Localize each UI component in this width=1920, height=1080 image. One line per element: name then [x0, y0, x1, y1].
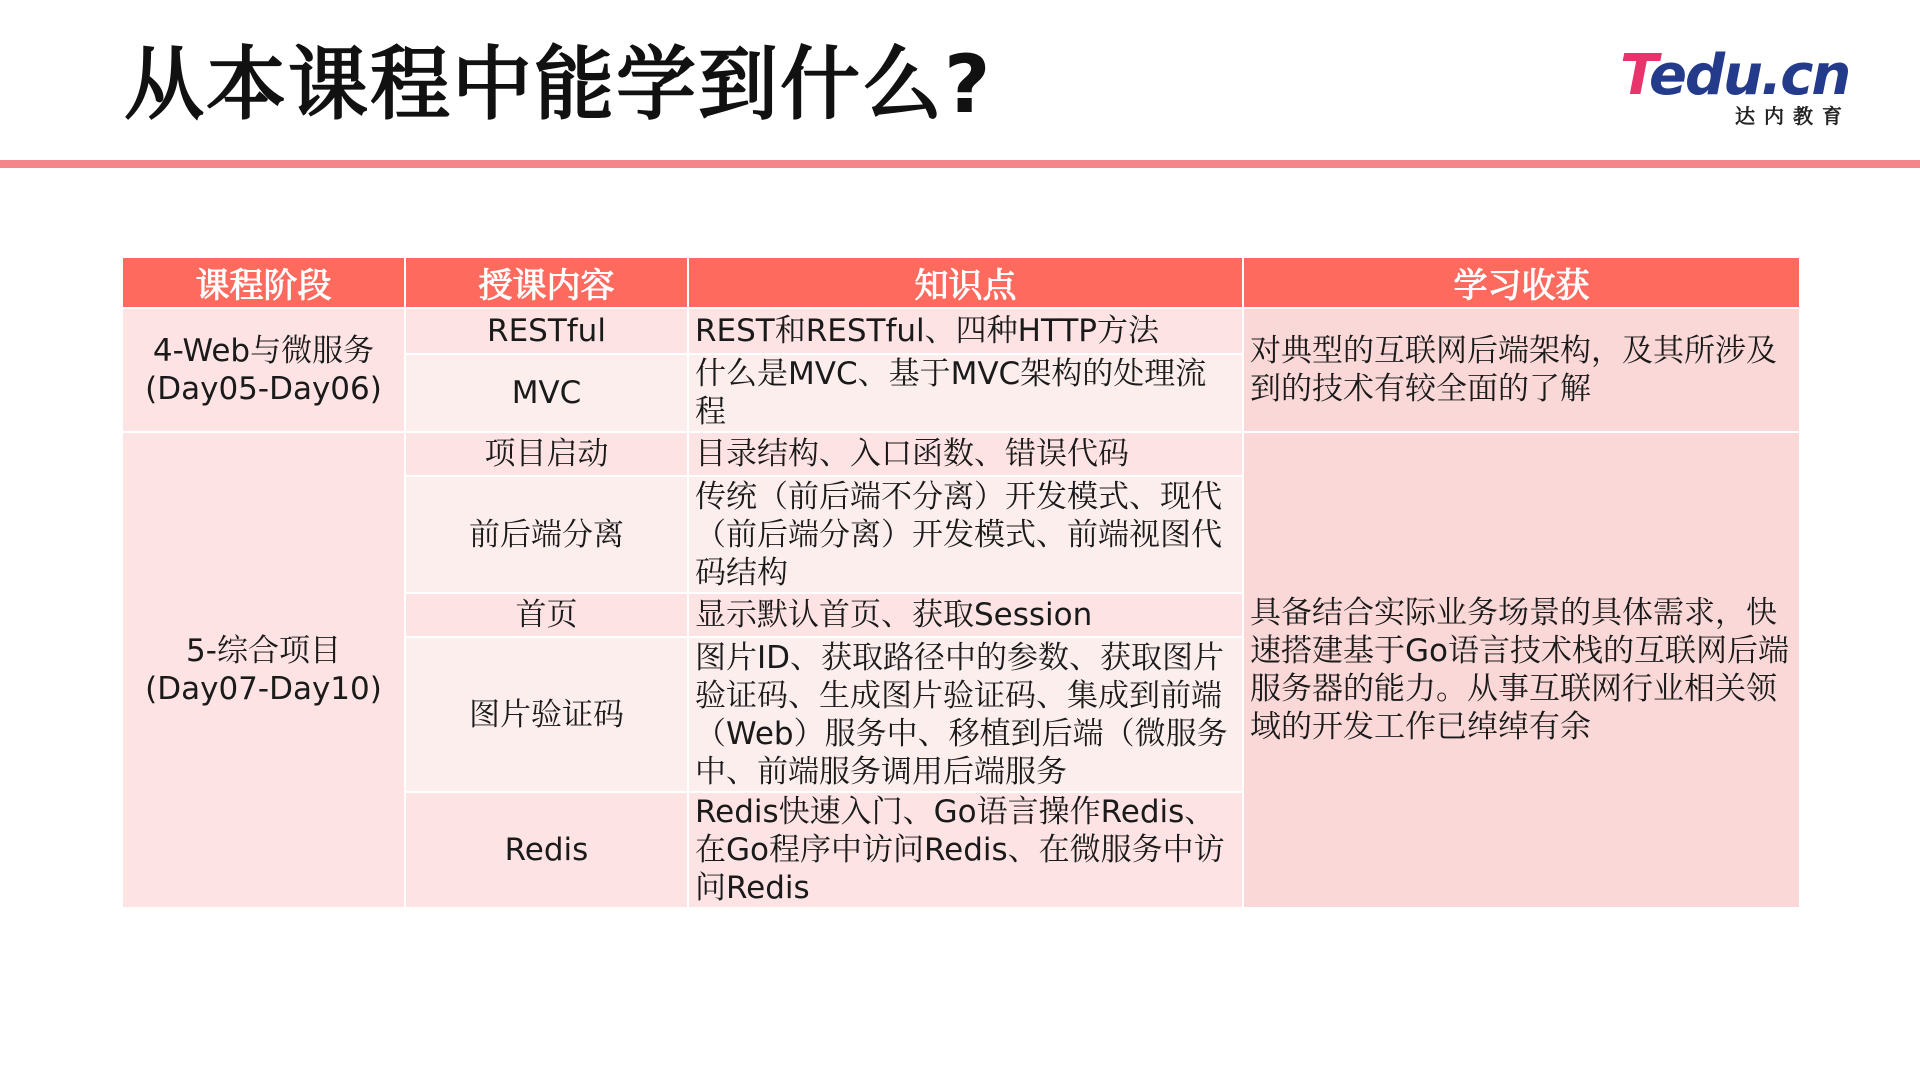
stage-cell: [122, 432, 405, 908]
content-cell: 前后端分离: [405, 476, 688, 593]
stage-days: (Day07-Day10): [145, 671, 382, 707]
slide-title: 从本课程中能学到什么?: [124, 38, 993, 131]
content-cell: 项目启动: [405, 432, 688, 476]
points-cell: 图片ID、获取路径中的参数、获取图片验证码、生成图片验证码、集成到前端（Web）服务中、移植到后端（微服务中、前端服务调用后端服务: [688, 637, 1243, 792]
table-row: [122, 432, 1800, 476]
logo-wordmark: Tedu.cn: [1620, 43, 1850, 108]
title-divider: [0, 160, 1920, 168]
content-cell: MVC: [405, 354, 688, 432]
table-header-row: [122, 257, 1800, 308]
gain-cell: 具备结合实际业务场景的具体需求，快速搭建基于Go语言技术栈的互联网后端服务器的能力。从事互联网行业相关领域的开发工作已绰绰有余: [1243, 432, 1800, 908]
content-cell: Redis: [405, 792, 688, 908]
stage-name: 4-Web与微服务: [152, 333, 375, 369]
content-cell: RESTful: [405, 308, 688, 354]
logo-subtitle: 达内教育: [1735, 104, 1851, 128]
stage-cell: [122, 308, 405, 432]
content-cell: 首页: [405, 593, 688, 637]
tedu-logo: [1620, 43, 1860, 128]
points-cell: REST和RESTful、四种HTTP方法: [688, 308, 1243, 354]
stage-days: (Day05-Day06): [145, 371, 382, 407]
points-cell: 传统（前后端不分离）开发模式、现代（前后端分离）开发模式、前端视图代码结构: [688, 476, 1243, 593]
course-table: [121, 256, 1801, 909]
stage-name: 5-综合项目: [186, 633, 341, 669]
points-cell: 什么是MVC、基于MVC架构的处理流程: [688, 354, 1243, 432]
gain-cell: 对典型的互联网后端架构，及其所涉及到的技术有较全面的了解: [1243, 308, 1800, 432]
header-points: 知识点: [688, 257, 1243, 308]
points-cell: 目录结构、入口函数、错误代码: [688, 432, 1243, 476]
points-cell: Redis快速入门、Go语言操作Redis、在Go程序中访问Redis、在微服务中访问Redis: [688, 792, 1243, 908]
header-gain: 学习收获: [1243, 257, 1800, 308]
points-cell: 显示默认首页、获取Session: [688, 593, 1243, 637]
header-content: 授课内容: [405, 257, 688, 308]
header-stage: 课程阶段: [122, 257, 405, 308]
content-cell: 图片验证码: [405, 637, 688, 792]
table-row: [122, 308, 1800, 354]
